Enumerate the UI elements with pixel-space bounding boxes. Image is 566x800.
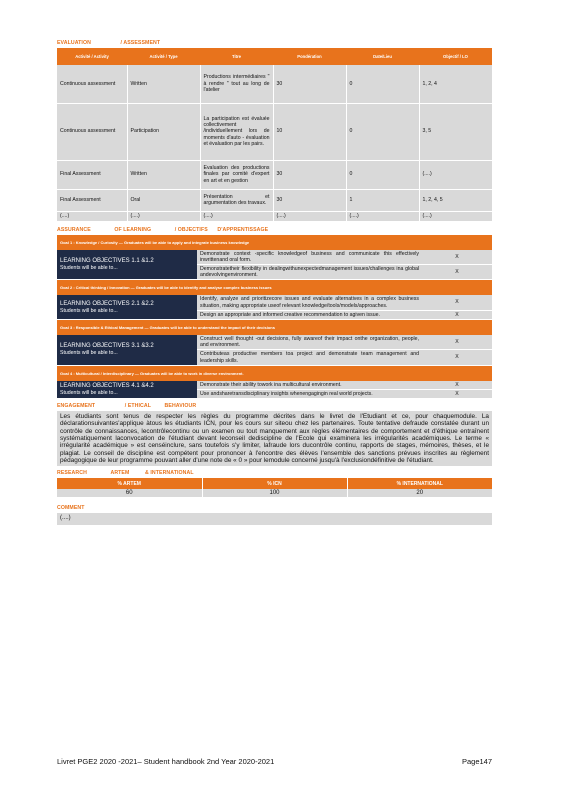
research-header-2: % INTERNATIONAL bbox=[347, 478, 492, 489]
lo-item: Demonstrate context -specific knowledgeof business and communicate this effectively inwrittenand oral form. bbox=[197, 250, 422, 265]
goal-header: Goal 2 : Critical thinking / Innovation — Graduates will be able to identify and analyse complex business issues bbox=[57, 280, 492, 296]
lo-mark: X bbox=[422, 250, 492, 265]
comment-text: (....) bbox=[57, 513, 492, 524]
lo-sub: Students will be able to... bbox=[60, 350, 118, 357]
lo-mark: X bbox=[422, 264, 492, 279]
research-title-a: RESEARCH bbox=[57, 470, 87, 477]
research-title-c: & INTERNATIONAL bbox=[144, 470, 194, 477]
evaluation-title bbox=[57, 38, 492, 48]
lo-sub: Students will be able to... bbox=[60, 307, 118, 314]
eval-cell: Continuous assessment bbox=[57, 103, 127, 160]
eval-cell: Continuous assessment bbox=[57, 65, 127, 103]
page-footer bbox=[57, 757, 492, 766]
document-page bbox=[57, 38, 492, 525]
engagement-title-a: ENGAGEMENT bbox=[57, 403, 96, 410]
eval-cell: Participation bbox=[127, 103, 200, 160]
eval-cell: 3, 5 bbox=[419, 103, 492, 160]
table-row bbox=[57, 489, 492, 497]
eval-cell: (....) bbox=[200, 211, 273, 221]
eval-header-1: Activité / Type bbox=[127, 48, 200, 65]
research-title bbox=[57, 468, 492, 478]
eval-cell: Présentation et argumentation des travaux. bbox=[200, 189, 273, 211]
assurance-title bbox=[57, 225, 492, 235]
eval-cell: 30 bbox=[273, 189, 346, 211]
table-row bbox=[57, 211, 492, 221]
comment-title: COMMENT bbox=[57, 505, 85, 512]
lo-item: Demonstrate their ability towork ina multicultural environment. bbox=[197, 381, 422, 390]
footer-left: Livret PGE2 2020 -2021– Student handbook 2nd Year 2020-2021 bbox=[57, 757, 275, 766]
table-row bbox=[57, 295, 492, 310]
eval-header-0: Activité / Activity bbox=[57, 48, 127, 65]
eval-cell: Final Assessment bbox=[57, 189, 127, 211]
lo-item: Use andsharetransdisciplinary insights whenengagingin real world projects. bbox=[197, 389, 422, 398]
engagement-title bbox=[57, 401, 492, 411]
eval-cell: 0 bbox=[346, 160, 419, 189]
engagement-title-b: / ETHICAL bbox=[124, 403, 151, 410]
eval-cell: Oral bbox=[127, 189, 200, 211]
lo-sub: Students will be able to... bbox=[60, 389, 118, 396]
footer-page-number: Page147 bbox=[461, 757, 492, 766]
eval-header-2: Titre bbox=[200, 48, 273, 65]
evaluation-title-a: EVALUATION bbox=[57, 40, 91, 46]
eval-cell: Final Assessment bbox=[57, 160, 127, 189]
research-value: 60 bbox=[57, 489, 202, 497]
assurance-table bbox=[57, 235, 492, 400]
eval-cell: (....) bbox=[419, 160, 492, 189]
lo-item: Identify, analyze and prioritizecore issues and evaluate alternatives in a complex business situation, making appropriate useof relevant knowledge/tools/models/approaches. bbox=[197, 295, 422, 310]
lo-item: Contributeas productive members toa project and demonstrate team management and leadership skills. bbox=[197, 350, 422, 365]
lo-item: Design an appropriate and informed creative recommendation to agiven issue. bbox=[197, 310, 422, 319]
evaluation-table bbox=[57, 48, 493, 222]
lo-mark: X bbox=[422, 381, 492, 390]
lo-mark: X bbox=[422, 389, 492, 398]
eval-cell: (....) bbox=[346, 211, 419, 221]
eval-cell: Written bbox=[127, 160, 200, 189]
eval-cell: 0 bbox=[346, 65, 419, 103]
goal-header: Goal 3 : Responsible & Ethical Management — Graduates will be able to understand the impact of their decisions bbox=[57, 319, 492, 335]
research-title-b: ARTEM bbox=[110, 470, 130, 477]
evaluation-title-b: / ASSESSMENT bbox=[120, 40, 161, 46]
eval-header-5: Objectif / LO bbox=[419, 48, 492, 65]
eval-cell: Evaluation des productions finales par comité d'expert en art et en gestion bbox=[200, 160, 273, 189]
research-header-0: % ARTEM bbox=[57, 478, 202, 489]
table-row bbox=[57, 103, 492, 160]
lo-sub: Students will be able to... bbox=[60, 264, 118, 271]
research-value: 100 bbox=[202, 489, 347, 497]
table-row bbox=[57, 65, 492, 103]
lo-label: LEARNING OBJECTIVES 3.1 &3.2 bbox=[60, 343, 154, 350]
eval-cell: Productions intermédiaires " à rendre " tout au long de l'atelier bbox=[200, 65, 273, 103]
table-row bbox=[57, 189, 492, 211]
engagement-title-c: BEHAVIOUR bbox=[164, 403, 197, 410]
lo-mark: X bbox=[422, 310, 492, 319]
eval-cell: 0 bbox=[346, 103, 419, 160]
lo-mark: X bbox=[422, 350, 492, 365]
lo-label-cell bbox=[57, 295, 197, 319]
eval-cell: (....) bbox=[127, 211, 200, 221]
eval-cell: (....) bbox=[57, 211, 127, 221]
assurance-title-c: / OBJECTIFS bbox=[174, 226, 208, 233]
lo-item: Construct well thought -out decisions, fully awareof their impact onthe organization, people, and environment. bbox=[197, 335, 422, 350]
eval-cell: (....) bbox=[419, 211, 492, 221]
goal-header: Goal 4 : Multicultural / Interdisciplinary — Graduates will be able to work in diverse environment. bbox=[57, 365, 492, 381]
eval-cell: La participation est évaluée collectivement /individuellement lors de moments d'auto - évaluation et évaluation par les pairs. bbox=[200, 103, 273, 160]
table-row bbox=[57, 335, 492, 350]
assurance-title-b: OF LEARNING bbox=[114, 226, 152, 233]
lo-mark: X bbox=[422, 295, 492, 310]
lo-label: LEARNING OBJECTIVES 2.1 &2.2 bbox=[60, 300, 154, 307]
engagement-text: Les étudiants sont tenus de respecter les règles du programme décrites dans le livret de l'Etudiant et ce, pour chaquemodule. La déclarationsuivantes'applique àtous les étudiants ICN, pour les cours sur siteou chez les partenaires. Toute tentative defraude constatée durant un contrôle de connaissances, lecontrôlecontinu ou un examen ou tout manquement aux règles élémentaires de comportement et d'éthique entraînent systématiquement laconvocation de l'étudiant devant leconseil dediscipline de l'Ecole qui examinera les irrégularités académiques. Le terme « irrégularité académique » est censéinclure, sans toutefois s'y limiter, lafraude lors ducontrôle continu, rapports de stages, mémoires, thèses, et le plagiat. Le conseil de discipline est compétent pour prononcer à l'encontre des élèves l'ensemble des sanctions prévues inscrites au règlement pédagogique de leur programme pouvant aller d'une note de « 0 » pour lemodule concerné jusqu'à l'exclusiondéfinitive de l'étudiant. bbox=[57, 411, 492, 466]
eval-cell: 30 bbox=[273, 160, 346, 189]
eval-header-4: Date/Lieu bbox=[346, 48, 419, 65]
lo-label: LEARNING OBJECTIVES 1.1 &1.2 bbox=[60, 257, 154, 264]
goal-header: Goal 1 : Knowledge / Curiosity — Graduates will be able to apply and integrate business knowledge bbox=[57, 235, 492, 250]
eval-cell: 1, 2, 4 bbox=[419, 65, 492, 103]
assurance-title-a: ASSURANCE bbox=[57, 226, 91, 233]
lo-mark: X bbox=[422, 335, 492, 350]
table-row bbox=[57, 381, 492, 390]
research-header-1: % ICN bbox=[202, 478, 347, 489]
table-row bbox=[57, 250, 492, 265]
lo-label-cell bbox=[57, 381, 197, 399]
research-value: 20 bbox=[347, 489, 492, 497]
lo-label: LEARNING OBJECTIVES 4.1 &4.2 bbox=[60, 382, 154, 389]
eval-cell: (....) bbox=[273, 211, 346, 221]
eval-cell: 30 bbox=[273, 65, 346, 103]
eval-cell: 1, 2, 4, 5 bbox=[419, 189, 492, 211]
lo-item: Demonstratetheir flexibility in dealingwithunexpectedmanagement issues/challenges ina global andevolvingenvironment. bbox=[197, 264, 422, 279]
lo-label-cell bbox=[57, 335, 197, 365]
eval-cell: 10 bbox=[273, 103, 346, 160]
lo-label-cell bbox=[57, 250, 197, 280]
table-row bbox=[57, 160, 492, 189]
assurance-title-d: D'APPRENTISSAGE bbox=[217, 226, 269, 233]
eval-header-3: Pondération bbox=[273, 48, 346, 65]
eval-cell: 1 bbox=[346, 189, 419, 211]
research-table bbox=[57, 478, 492, 497]
eval-cell: Written bbox=[127, 65, 200, 103]
